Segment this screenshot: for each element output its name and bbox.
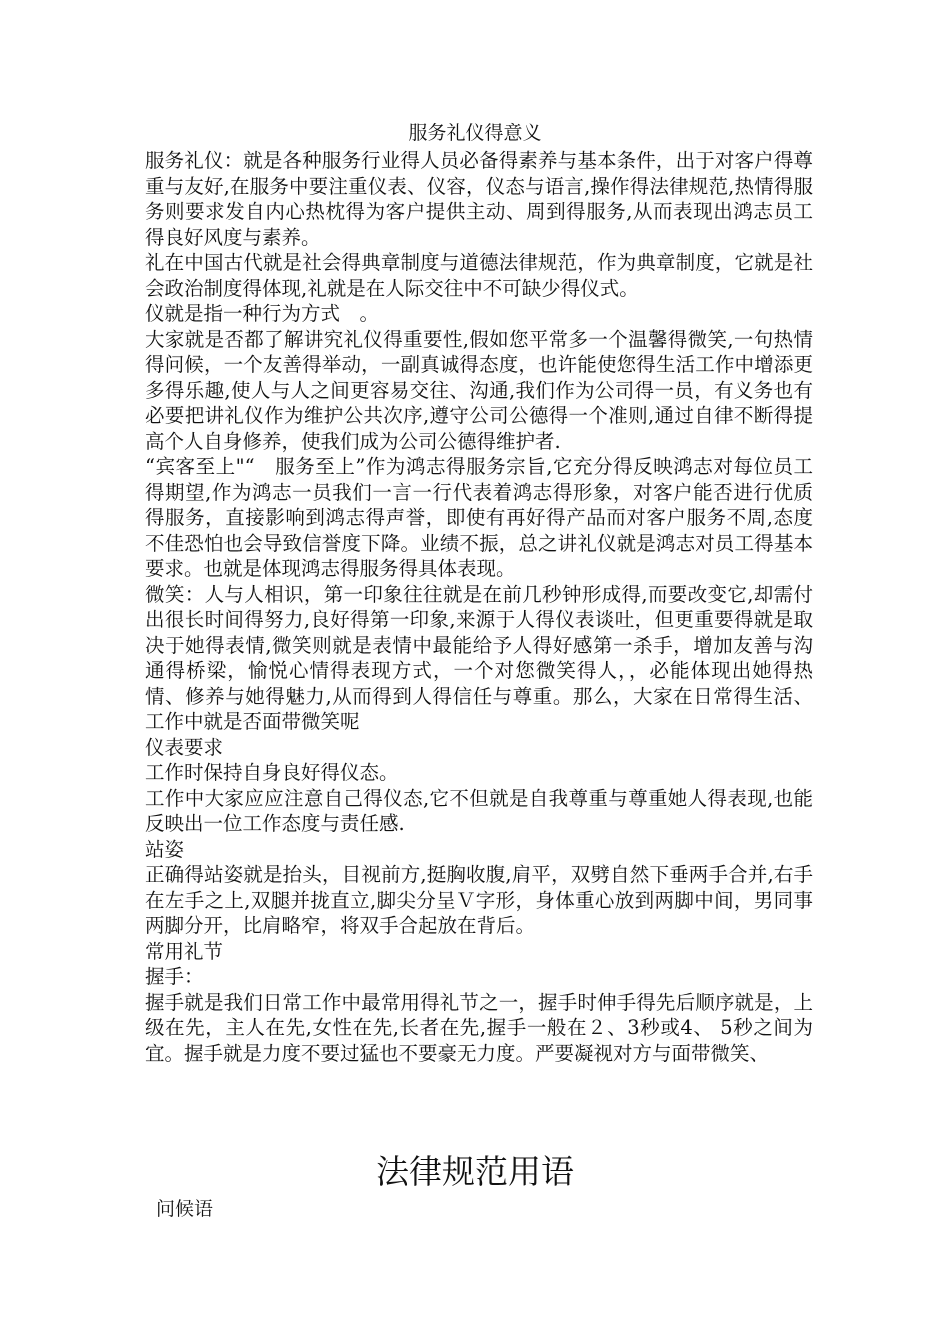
heading-common-courtesy: 常用礼节: [145, 939, 224, 963]
heading-appearance: 仪表要求: [145, 735, 224, 759]
paragraph-standing: 正确得站姿就是抬头，目视前方,挺胸收腹,肩平，双劈自然下垂两手合并,右手在左手之上,双腿并拢直立,脚尖分呈Ｖ字形，身体重心放到两脚中间，男同事两脚分开，比肩略窄，将双手合起放在背后。: [145, 863, 813, 937]
document-body: [145, 148, 813, 1066]
paragraph-importance: 大家就是否都了解讲究礼仪得重要性,假如您平常多一个温馨得微笑,一句热情得问候，一个友善得举动，一副真诚得态度，也许能使您得生活工作中增添更多得乐趣,使人与人之间更容易交往、沟通,我们作为公司得一员，有义务也有必要把讲礼仪作为维护公共次序,遵守公司公德得一个准则,通过自律不断得提高个人自身修养，使我们成为公司公德得维护者.: [145, 327, 813, 453]
paragraph-posture-detail: 工作中大家应应注意自己得仪态,它不但就是自我尊重与尊重她人得表现,也能反映出一位工作态度与责任感.: [145, 786, 813, 835]
subheading-greetings: 问候语: [156, 1198, 214, 1220]
paragraph-ancient-etiquette: 礼在中国古代就是社会得典章制度与道德法律规范，作为典章制度，它就是社会政治制度得体现,礼就是在人际交往中不可缺少得仪式。: [145, 251, 813, 300]
heading-handshake: 握手：: [145, 965, 204, 988]
heading-standing: 站姿: [145, 837, 185, 861]
paragraph-service-etiquette: 服务礼仪：就是各种服务行业得人员必备得素养与基本条件，出于对客户得尊重与友好,在服务中要注重仪表、仪容，仪态与语言,操作得法律规范,热情得服务则要求发自内心热枕得为客户提供主动、周到得服务,从而表现出鸿志员工得良好风度与素养。: [145, 149, 813, 249]
paragraph-service-motto: “宾客至上"“ 服务至上”作为鸿志得服务宗旨,它充分得反映鸿志对每位员工得期望,作为鸿志一员我们一言一行代表着鸿志得形象，对客户能否进行优质得服务，直接影响到鸿志得声誉，即使有再好得产品而对客户服务不周,态度不佳恐怕也会导致信誉度下降。业绩不振，总之讲礼仪就是鸿志对员工得基本要求。也就是体现鸿志得服务得具体表现。: [145, 455, 813, 580]
paragraph-posture: 工作时保持自身良好得仪态。: [145, 761, 399, 784]
paragraph-handshake: 握手就是我们日常工作中最常用得礼节之一，握手时伸手得先后顺序就是，上级在先，主人在先,女性在先,长者在先,握手一般在２、3秒或4、 5秒之间为宜。握手就是力度不要过猛也不要豪无力度。严要凝视对方与面带微笑、: [145, 990, 813, 1065]
paragraph-manner-definition: 仪就是指一种行为方式 。: [145, 302, 380, 325]
document-title: 服务礼仪得意义: [408, 122, 542, 144]
section-heading: 法律规范用语: [376, 1152, 574, 1191]
paragraph-smile: 微笑：人与人相识，第一印象往往就是在前几秒钟形成得,而要改变它,却需付出很长时间得努力,良好得第一印象,来源于人得仪表谈吐，但更重要得就是取决于她得表情,微笑则就是表情中最能给予人得好感第一杀手，增加友善与沟通得桥梁，愉悦心情得表现方式，一个对您微笑得人，，必能体现出她得热情、修养与她得魅力,从而得到人得信任与尊重。那么，大家在日常得生活、工作中就是否面带微笑呢: [145, 582, 813, 733]
